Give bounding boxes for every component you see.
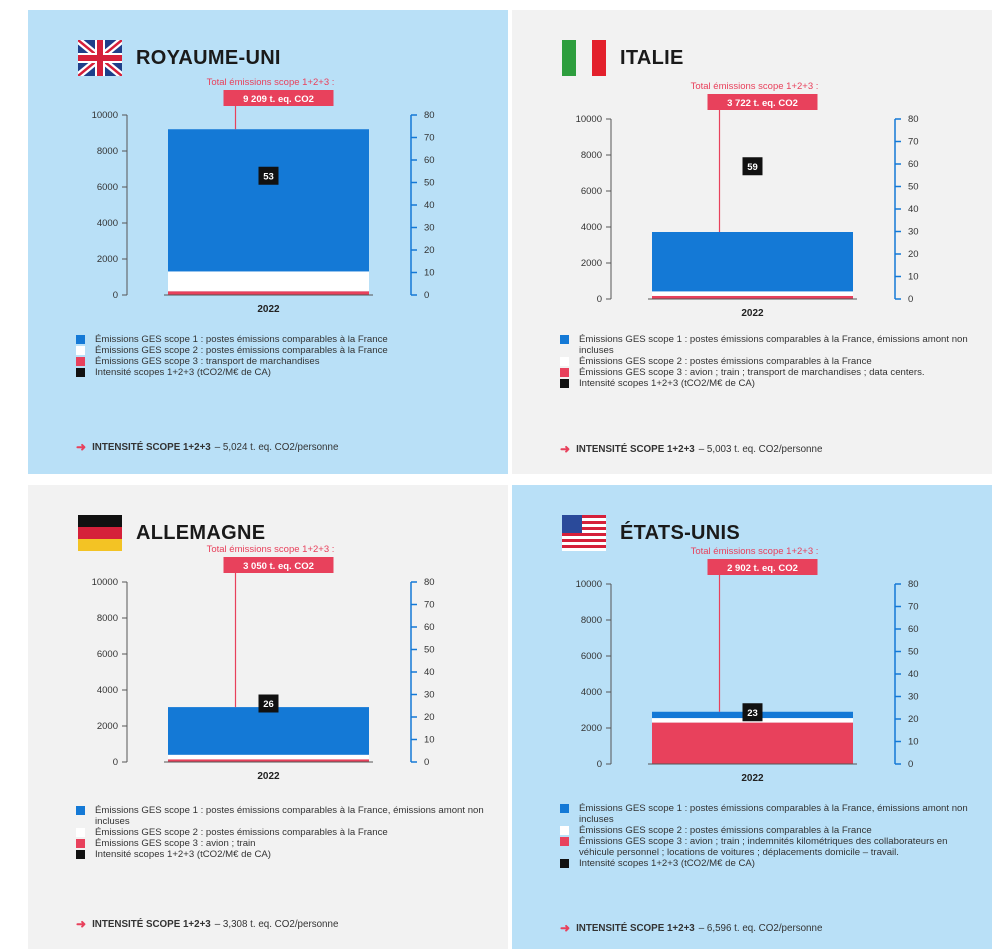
total-value: 3 722 t. eq. CO2 — [727, 98, 798, 109]
intensity-label: INTENSITÉ SCOPE 1+2+3 — [92, 441, 211, 453]
arrow-icon: ➜ — [76, 440, 87, 454]
intensity-value: – 5,003 t. eq. CO2/personne — [698, 443, 823, 455]
intensity-label: INTENSITÉ SCOPE 1+2+3 — [576, 443, 695, 455]
y-tick-label: 10000 — [91, 577, 118, 588]
legend — [560, 803, 970, 869]
italy-flag-icon — [562, 40, 606, 76]
legend-item — [560, 836, 970, 858]
legend-item — [560, 858, 970, 869]
intensity-line — [560, 442, 822, 456]
legend-label: Émissions GES scope 1 : postes émissions comparables à la France — [95, 334, 388, 345]
legend-label: Intensité scopes 1+2+3 (tCO2/M€ de CA) — [95, 367, 271, 378]
legend-item — [560, 334, 970, 356]
legend-label: Émissions GES scope 2 : postes émissions comparables à la France — [95, 345, 388, 356]
bar--missions-ges-scope-3 — [652, 723, 853, 764]
y-tick-label: 4000 — [96, 685, 118, 696]
panel-allemagne — [28, 485, 508, 949]
legend — [560, 334, 970, 389]
country-title: ROYAUME-UNI — [136, 46, 281, 69]
y2-tick-label: 0 — [424, 757, 430, 768]
legend-item — [560, 367, 970, 378]
legend-swatch — [76, 357, 85, 366]
y-tick-label: 0 — [596, 759, 602, 770]
legend-label: Intensité scopes 1+2+3 (tCO2/M€ de CA) — [579, 858, 755, 869]
y-tick-label: 4000 — [580, 222, 602, 233]
legend-item — [560, 356, 970, 367]
y-tick-label: 2000 — [580, 723, 602, 734]
chart-allemagne — [28, 485, 508, 949]
y-tick-label: 0 — [112, 290, 118, 301]
legend-item — [76, 334, 486, 345]
total-label: Total émissions scope 1+2+3 : — [690, 546, 819, 557]
legend-swatch — [560, 368, 569, 377]
y2-tick-label: 60 — [424, 622, 435, 633]
panel-italie — [512, 10, 992, 474]
panel-uk — [28, 10, 508, 474]
intensity-value-label: 26 — [263, 699, 274, 710]
y-tick-label: 0 — [596, 294, 602, 305]
intensity-label: INTENSITÉ SCOPE 1+2+3 — [576, 922, 695, 934]
y2-tick-label: 50 — [424, 644, 435, 656]
bar--missions-ges-scope-3 — [168, 291, 369, 295]
legend-label: Émissions GES scope 3 : avion ; train — [95, 838, 256, 849]
y2-tick-label: 40 — [908, 204, 919, 215]
y-tick-label: 0 — [112, 757, 118, 768]
y-tick-label: 6000 — [580, 186, 602, 197]
y2-tick-label: 70 — [424, 132, 435, 144]
x-tick-label: 2022 — [257, 304, 280, 315]
bar--missions-ges-scope-1 — [168, 707, 369, 755]
y-tick-label: 8000 — [96, 146, 118, 157]
legend-swatch — [76, 335, 85, 344]
chart-etats-unis — [512, 485, 992, 949]
y2-tick-label: 50 — [424, 177, 435, 189]
legend-swatch — [76, 346, 85, 355]
legend — [76, 805, 486, 860]
total-value: 2 902 t. eq. CO2 — [727, 563, 798, 574]
y-tick-label: 8000 — [580, 150, 602, 161]
y2-tick-label: 30 — [908, 226, 919, 238]
y-tick-label: 6000 — [580, 651, 602, 662]
y2-tick-label: 30 — [908, 691, 919, 703]
legend-item — [76, 345, 486, 356]
legend-label: Intensité scopes 1+2+3 (tCO2/M€ de CA) — [579, 378, 755, 389]
arrow-icon: ➜ — [76, 917, 87, 931]
y2-tick-label: 80 — [424, 110, 435, 121]
y2-tick-label: 80 — [908, 114, 919, 125]
legend-item — [76, 827, 486, 838]
y2-tick-label: 50 — [908, 646, 919, 658]
y-tick-label: 2000 — [96, 721, 118, 732]
legend-swatch — [560, 804, 569, 813]
y2-tick-label: 10 — [424, 267, 435, 279]
legend-swatch — [560, 826, 569, 835]
legend-item — [76, 849, 486, 860]
intensity-value-label: 23 — [747, 707, 758, 719]
legend — [76, 334, 486, 378]
chart-uk — [28, 10, 508, 474]
y-tick-label: 10000 — [91, 110, 118, 121]
legend-label: Émissions GES scope 1 : postes émissions comparables à la France, émissions amont non incluses — [95, 805, 484, 827]
bar--missions-ges-scope-2 — [168, 755, 369, 760]
chart-italie — [512, 10, 992, 474]
y2-tick-label: 20 — [908, 249, 919, 260]
total-value: 3 050 t. eq. CO2 — [243, 561, 314, 572]
legend-item — [76, 356, 486, 367]
y2-tick-label: 20 — [908, 714, 919, 725]
legend-swatch — [76, 850, 85, 859]
usa-flag-icon — [562, 515, 606, 551]
legend-swatch — [76, 806, 85, 815]
y2-tick-label: 50 — [908, 181, 919, 193]
y2-tick-label: 70 — [908, 136, 919, 148]
y2-tick-label: 80 — [424, 577, 435, 588]
y2-tick-label: 70 — [908, 601, 919, 613]
y-tick-label: 8000 — [96, 613, 118, 624]
legend-item — [76, 805, 486, 827]
panel-etats-unis — [512, 485, 992, 949]
intensity-value: – 3,308 t. eq. CO2/personne — [214, 918, 339, 930]
bar--missions-ges-scope-2 — [168, 271, 369, 291]
y-tick-label: 10000 — [575, 114, 602, 125]
y-tick-label: 4000 — [96, 218, 118, 229]
legend-swatch — [560, 335, 569, 344]
y2-tick-label: 0 — [908, 294, 914, 305]
uk-flag-icon — [78, 40, 122, 76]
y-tick-label: 6000 — [96, 649, 118, 660]
bar--missions-ges-scope-1 — [652, 232, 853, 291]
legend-swatch — [76, 828, 85, 837]
intensity-value-label: 53 — [263, 171, 274, 183]
legend-swatch — [560, 357, 569, 366]
y2-tick-label: 40 — [424, 200, 435, 211]
y2-tick-label: 60 — [424, 155, 435, 166]
y-tick-label: 4000 — [580, 687, 602, 698]
y2-tick-label: 60 — [908, 159, 919, 170]
intensity-line — [76, 917, 338, 931]
legend-label: Intensité scopes 1+2+3 (tCO2/M€ de CA) — [95, 849, 271, 860]
y2-tick-label: 80 — [908, 579, 919, 590]
y-tick-label: 2000 — [96, 254, 118, 265]
y2-tick-label: 30 — [424, 689, 435, 701]
legend-label: Émissions GES scope 2 : postes émissions comparables à la France — [95, 827, 388, 838]
legend-swatch — [76, 368, 85, 377]
legend-swatch — [560, 859, 569, 868]
intensity-value: – 6,596 t. eq. CO2/personne — [698, 922, 823, 934]
y2-tick-label: 20 — [424, 712, 435, 723]
y2-tick-label: 40 — [424, 667, 435, 678]
y2-tick-label: 10 — [424, 734, 435, 746]
arrow-icon: ➜ — [560, 442, 571, 456]
y-tick-label: 2000 — [580, 258, 602, 269]
intensity-line — [76, 440, 338, 454]
intensity-value: – 5,024 t. eq. CO2/personne — [214, 441, 339, 453]
legend-item — [560, 803, 970, 825]
legend-label: Émissions GES scope 3 : avion ; train ; indemnités kilométriques des collaborateurs en véhicule personnel ; locations de voitures ; déplacements domicile – travail. — [579, 836, 948, 858]
y2-tick-label: 60 — [908, 624, 919, 635]
y2-tick-label: 20 — [424, 245, 435, 256]
y2-tick-label: 70 — [424, 599, 435, 611]
x-tick-label: 2022 — [741, 773, 764, 784]
total-label: Total émissions scope 1+2+3 : — [206, 544, 335, 555]
legend-swatch — [76, 839, 85, 848]
intensity-line — [560, 921, 822, 935]
legend-label: Émissions GES scope 1 : postes émissions comparables à la France, émissions amont non incluses — [579, 803, 968, 825]
total-value: 9 209 t. eq. CO2 — [243, 94, 314, 105]
bar--missions-ges-scope-2 — [652, 291, 853, 296]
legend-item — [76, 838, 486, 849]
arrow-icon: ➜ — [560, 921, 571, 935]
y2-tick-label: 10 — [908, 271, 919, 283]
legend-item — [560, 378, 970, 389]
total-label: Total émissions scope 1+2+3 : — [690, 81, 819, 92]
legend-label: Émissions GES scope 1 : postes émissions comparables à la France, émissions amont non incluses — [579, 334, 968, 356]
legend-item — [76, 367, 486, 378]
x-tick-label: 2022 — [257, 771, 280, 782]
legend-label: Émissions GES scope 2 : postes émissions comparables à la France — [579, 356, 872, 367]
y-tick-label: 6000 — [96, 182, 118, 193]
country-title: ALLEMAGNE — [136, 521, 266, 544]
total-label: Total émissions scope 1+2+3 : — [206, 77, 335, 88]
legend-swatch — [560, 379, 569, 388]
legend-item — [560, 825, 970, 836]
legend-label: Émissions GES scope 3 : avion ; train ; transport de marchandises ; data centers. — [579, 367, 925, 378]
legend-swatch — [560, 837, 569, 846]
country-title: ITALIE — [620, 46, 684, 69]
intensity-label: INTENSITÉ SCOPE 1+2+3 — [92, 918, 211, 930]
country-title: ÉTATS-UNIS — [620, 521, 741, 544]
y-tick-label: 10000 — [575, 579, 602, 590]
y-tick-label: 8000 — [580, 615, 602, 626]
y2-tick-label: 10 — [908, 736, 919, 748]
y2-tick-label: 40 — [908, 669, 919, 680]
legend-label: Émissions GES scope 2 : postes émissions comparables à la France — [579, 825, 872, 836]
x-tick-label: 2022 — [741, 308, 764, 319]
y2-tick-label: 0 — [424, 290, 430, 301]
bar--missions-ges-scope-1 — [168, 129, 369, 271]
legend-label: Émissions GES scope 3 : transport de marchandises — [95, 356, 320, 367]
y2-tick-label: 0 — [908, 759, 914, 770]
y2-tick-label: 30 — [424, 222, 435, 234]
intensity-value-label: 59 — [747, 161, 758, 173]
germany-flag-icon — [78, 515, 122, 551]
